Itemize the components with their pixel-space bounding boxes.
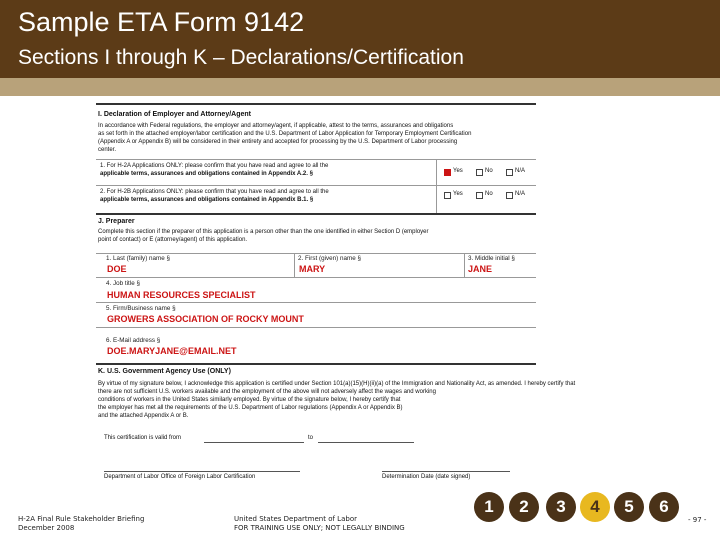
section-j-heading: J. Preparer (98, 218, 135, 225)
valid-from-label: This certification is valid from (104, 435, 182, 441)
section-i-text-line: (Appendix A or Appendix B) will be considered in their entirety and accepted for processing by the U.S. Department of Labor processing (98, 139, 458, 145)
slide-footer (0, 490, 720, 540)
signature-line[interactable] (104, 471, 300, 472)
field-divider (294, 253, 295, 277)
h2b-yes-checkbox[interactable] (444, 192, 451, 199)
row-rule (96, 327, 536, 328)
job-title-label: 4. Job title § (106, 280, 140, 287)
row-rule (96, 159, 536, 160)
determination-date-label: Determination Date (date signed) (382, 474, 471, 480)
option-label-yes: Yes (453, 168, 463, 174)
first-name-field[interactable]: MARY (299, 264, 326, 274)
job-title-field[interactable]: HUMAN RESOURCES SPECIALIST (107, 290, 256, 300)
briefing-title: H-2A Final Rule Stakeholder Briefing (18, 515, 145, 523)
section-i-heading: I. Declaration of Employer and Attorney/Agent (98, 111, 251, 118)
section-i-text-line: as set forth in the attached employer/labor certification and the U.S. Department of Labor Application for Temporary Employment Certification (98, 131, 472, 137)
h2b-no-checkbox[interactable] (476, 192, 483, 199)
row-rule (96, 185, 536, 186)
nav-button-3[interactable]: 3 (546, 492, 576, 522)
h2a-na-checkbox[interactable] (506, 169, 513, 176)
option-label-no: No (485, 168, 493, 174)
training-disclaimer: FOR TRAINING USE ONLY; NOT LEGALLY BINDING (234, 524, 405, 532)
valid-from-field[interactable] (204, 442, 304, 443)
section-divider (96, 103, 536, 105)
row-rule (96, 253, 536, 254)
field-divider (464, 253, 465, 277)
section-divider (96, 213, 536, 215)
section-i-text-line: In accordance with Federal regulations, the employer and attorney/agent, if applicable, attest to the terms, assurances and obligations (98, 123, 454, 129)
last-name-label: 1. Last (family) name § (106, 255, 171, 262)
firm-name-field[interactable]: GROWERS ASSOCIATION OF ROCKY MOUNT (107, 314, 304, 324)
row-rule (96, 277, 536, 278)
eta-form-9142-excerpt (96, 103, 576, 491)
h2a-confirm-question: 1. For H-2A Applications ONLY: please confirm that you have read and agree to all the (100, 163, 329, 169)
h2b-na-checkbox[interactable] (506, 192, 513, 199)
option-label-yes: Yes (453, 191, 463, 197)
department-name: United States Department of Labor (234, 515, 357, 523)
h2b-confirm-question: 2. For H-2B Applications ONLY: please confirm that you have read and agree to all the (100, 189, 329, 195)
section-k-text-line: and the attached Appendix A or B. (98, 413, 189, 419)
section-j-text-line: point of contact) or E (attorney/agent) of this application. (98, 237, 248, 243)
middle-initial-label: 3. Middle initial § (468, 255, 515, 262)
nav-button-4[interactable]: 4 (580, 492, 610, 522)
firm-name-label: 5. Firm/Business name § (106, 305, 176, 312)
option-label-no: No (485, 191, 493, 197)
nav-button-2[interactable]: 2 (509, 492, 539, 522)
section-k-text-line: the employer has met all the requirements of the U.S. Department of Labor regulations (Appendix A or Appendix B) (98, 405, 403, 411)
valid-to-label: to (308, 435, 314, 441)
section-k-heading: K. U.S. Government Agency Use (ONLY) (98, 368, 231, 375)
valid-to-field[interactable] (318, 442, 414, 443)
email-field[interactable]: DOE.MARYJANE@EMAIL.NET (107, 346, 237, 356)
nav-button-5[interactable]: 5 (614, 492, 644, 522)
h2a-confirm-question-line2: applicable terms, assurances and obligations contained in Appendix A.2. § (100, 171, 313, 177)
section-k-text-line: there are not sufficient U.S. workers available and the employment of the above will not adversely affect the wages and working (98, 389, 436, 395)
header-stripe (0, 78, 720, 96)
options-divider (436, 160, 437, 214)
row-rule (96, 302, 536, 303)
section-divider (96, 363, 536, 365)
section-i-text-line: center. (98, 147, 117, 153)
signature-label: Department of Labor Office of Foreign Labor Certification (104, 474, 256, 480)
last-name-field[interactable]: DOE (107, 264, 127, 274)
slide-title: Sample ETA Form 9142 (18, 7, 305, 37)
page-number: - 97 - (688, 516, 707, 524)
nav-button-1[interactable]: 1 (474, 492, 504, 522)
middle-initial-field[interactable]: JANE (468, 264, 493, 274)
email-label: 6. E-Mail address § (106, 337, 161, 344)
h2b-confirm-question-line2: applicable terms, assurances and obligations contained in Appendix B.1. § (100, 197, 314, 203)
first-name-label: 2. First (given) name § (298, 255, 361, 262)
slide-subtitle: Sections I through K – Declarations/Certification (18, 46, 464, 69)
option-label-na: N/A (515, 191, 526, 197)
section-j-text-line: Complete this section if the preparer of this application is a person other than the one identified in either Section D (employer (98, 229, 429, 235)
section-k-text-line: By virtue of my signature below, I acknowledge this application is certified under Section 101(a)(15)(H)(ii)(a) of the Immigration and Nationality Act, as amended. I hereby certify that (98, 381, 576, 387)
option-label-na: N/A (515, 168, 526, 174)
section-k-text-line: conditions of workers in the United States similarly employed. By virtue of the signature below, I hereby certify that (98, 397, 401, 403)
nav-button-6[interactable]: 6 (649, 492, 679, 522)
h2a-yes-checkbox[interactable] (444, 169, 451, 176)
briefing-date: December 2008 (18, 524, 75, 532)
slide-header (0, 0, 720, 78)
h2a-no-checkbox[interactable] (476, 169, 483, 176)
determination-date-line[interactable] (382, 471, 510, 472)
